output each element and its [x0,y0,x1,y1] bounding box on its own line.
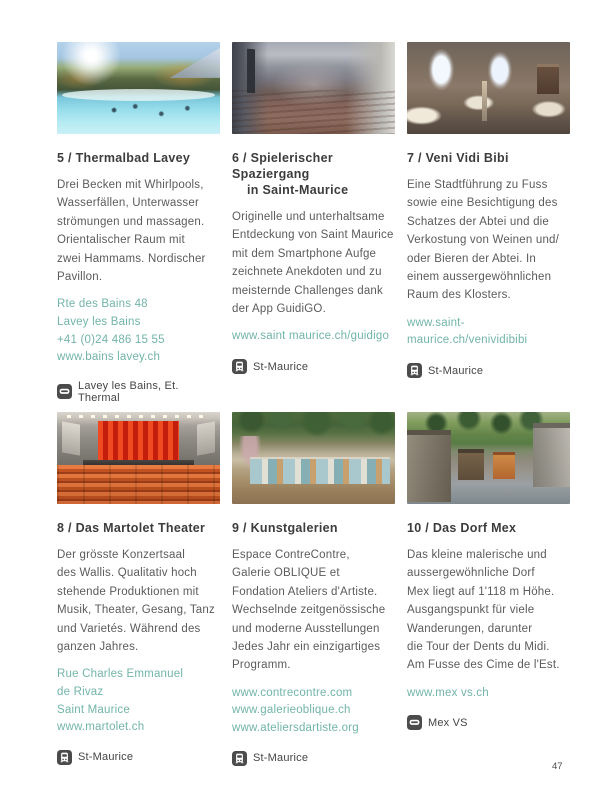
body-line: Orientalischer Raum mit [57,234,185,247]
body-line: die Tour der Dents du Midi. [407,641,550,654]
body-line: sowie eine Besichtigung des [407,197,558,210]
body-line: Pavillon. [57,271,103,284]
card-title [232,520,395,536]
card-spielerischer-spaziergang [232,42,395,412]
body-line: oder Bieren der Abtei. In [407,252,537,265]
title-line: 9 / Kunstgalerien [232,521,338,535]
train-station-icon [232,359,247,374]
card-description [232,546,395,675]
body-line: Entdeckung von Saint Maurice [232,229,394,242]
body-line: Musik, Theater, Gesang, Tanz [57,604,215,617]
body-line: Espace ContreContre, [232,549,350,561]
station-tag-label: Lavey les Bains, Et. Thermal [78,379,179,404]
body-line: Galerie OBLIQUE et [232,567,340,580]
card-description [57,546,220,656]
body-line: der App GuidiGO. [232,303,326,316]
link-line[interactable]: www.saint-maurice.ch/venividibibi [407,316,528,347]
card-title [57,520,220,536]
link-line[interactable]: Rte des Bains 48 [57,298,148,311]
body-line: stehende Produktionen mit [57,585,199,598]
link-line[interactable]: www.contrecontre.com [232,686,353,699]
photo-detail [458,449,484,481]
body-line: Das kleine malerische und [407,549,547,561]
station-tag[interactable] [57,380,220,404]
card-description [232,208,395,318]
body-line: zeichnete Anekdoten und zu [232,266,382,279]
link-line[interactable]: www.bains lavey.ch [57,351,161,364]
title-line: 6 / Spielerischer Spaziergang [232,151,333,181]
body-line: Am Fusse des Cime de l'Est. [407,659,560,672]
station-tag-label: St-Maurice [253,360,309,373]
body-line: Wanderungen, darunter [407,622,533,635]
photo-detail [67,415,210,419]
card-veni-vidi-bibi [407,42,570,412]
card-contact-links [407,315,570,350]
title-line: 10 / Das Dorf Mex [407,521,517,535]
photo-detail [57,465,220,504]
card-thermalbad-lavey [57,42,220,412]
card-title [232,150,395,198]
body-line: Schatzes der Abtei und die [407,215,550,228]
card-title [57,150,220,166]
abbey-room-photo [407,42,570,134]
body-line: Der grösste Konzertsaal [57,549,185,561]
card-description [57,176,220,286]
photo-detail [407,430,451,501]
body-line: meisternde Challenges dank [232,284,383,297]
train-station-icon [57,750,72,765]
card-title [407,150,570,166]
photo-detail [493,452,514,479]
card-das-dorf-mex [407,412,570,766]
station-tag[interactable] [232,359,395,374]
title-line: 8 / Das Martolet Theater [57,521,206,535]
body-line: Jedes Jahr ein einzigartiges [232,641,381,654]
title-line: 5 / Thermalbad Lavey [57,151,191,165]
body-line: Drei Becken mit Whirlpools, [57,179,204,191]
mex-village-photo [407,412,570,504]
link-line[interactable]: Rue Charles Emmanuel [57,668,184,681]
link-line[interactable]: +41 (0)24 486 15 55 [57,333,165,346]
body-line: Raum des Klosters. [407,289,511,302]
body-line: und moderne Ausstellungen [232,622,380,635]
thermal-pool-photo [57,42,220,134]
card-description [407,546,570,675]
link-line[interactable]: www.ateliersdartiste.org [232,722,359,735]
station-tag-label: St-Maurice [78,751,134,764]
bus-stop-icon [57,384,72,399]
card-contact-links [232,685,395,738]
photo-detail [197,421,215,455]
station-tag-label: St-Maurice [253,752,309,765]
body-line: und Varietés. Während des [57,622,201,635]
link-line[interactable]: www.mex vs.ch [407,686,489,699]
body-line: ganzen Jahres. [57,641,139,654]
card-kunstgalerien [232,412,395,766]
photo-detail [98,421,180,461]
bus-stop-icon [407,715,422,730]
station-tag[interactable] [407,363,570,378]
body-line: Mex liegt auf 1'118 m Höhe. [407,585,555,598]
photo-detail [62,421,80,455]
body-line: Wechselnde zeitgenössische [232,604,386,617]
train-station-icon [232,751,247,766]
card-contact-links [57,296,220,366]
station-tag-label: St-Maurice [428,364,484,377]
body-line: mit dem Smartphone Aufge [232,247,377,260]
station-tag-label: Mex VS [428,716,468,729]
station-tag[interactable] [232,751,395,766]
link-line[interactable]: de Rivaz [57,686,104,699]
body-line: Programm. [232,659,291,672]
link-line[interactable]: www.galerieoblique.ch [232,704,351,717]
link-line[interactable]: www.martolet.ch [57,721,145,734]
body-line: Originelle und unterhaltsame [232,211,385,223]
card-contact-links [407,685,570,703]
body-line: einem aussergewöhnlichen [407,271,552,284]
train-station-icon [407,363,422,378]
body-line: Eine Stadtführung zu Fuss [407,179,548,191]
link-line[interactable]: www.saint maurice.ch/guidigo [232,330,390,343]
theater-hall-photo [57,412,220,504]
card-contact-links [232,328,395,346]
photo-detail [533,423,570,487]
station-tag[interactable] [407,715,570,730]
body-line: strömungen und massagen. [57,215,205,228]
body-line: Ausgangspunkt für viele [407,604,535,617]
page-number: 47 [552,761,563,772]
photo-detail [250,457,390,484]
link-line[interactable]: Saint Maurice [57,703,130,716]
title-line: in Saint-Maurice [247,183,349,197]
body-line: Wasserfällen, Unterwasser [57,197,199,210]
body-line: zwei Hammams. Nordischer [57,252,206,265]
body-line: aussergewöhnliche Dorf [407,567,535,580]
link-line[interactable]: Lavey les Bains [57,316,141,329]
card-title [407,520,570,536]
station-tag[interactable] [57,750,220,765]
body-line: des Wallis. Qualitativ hoch [57,567,197,580]
title-line: 7 / Veni Vidi Bibi [407,151,509,165]
body-line: Verkostung von Weinen und/ [407,234,560,247]
body-line: Fondation Ateliers d'Artiste. [232,585,378,598]
art-gallery-photo [232,412,395,504]
card-contact-links [57,666,220,736]
cobbled-street-photo [232,42,395,134]
card-das-martolet-theater [57,412,220,766]
card-grid [57,42,570,766]
card-description [407,176,570,305]
